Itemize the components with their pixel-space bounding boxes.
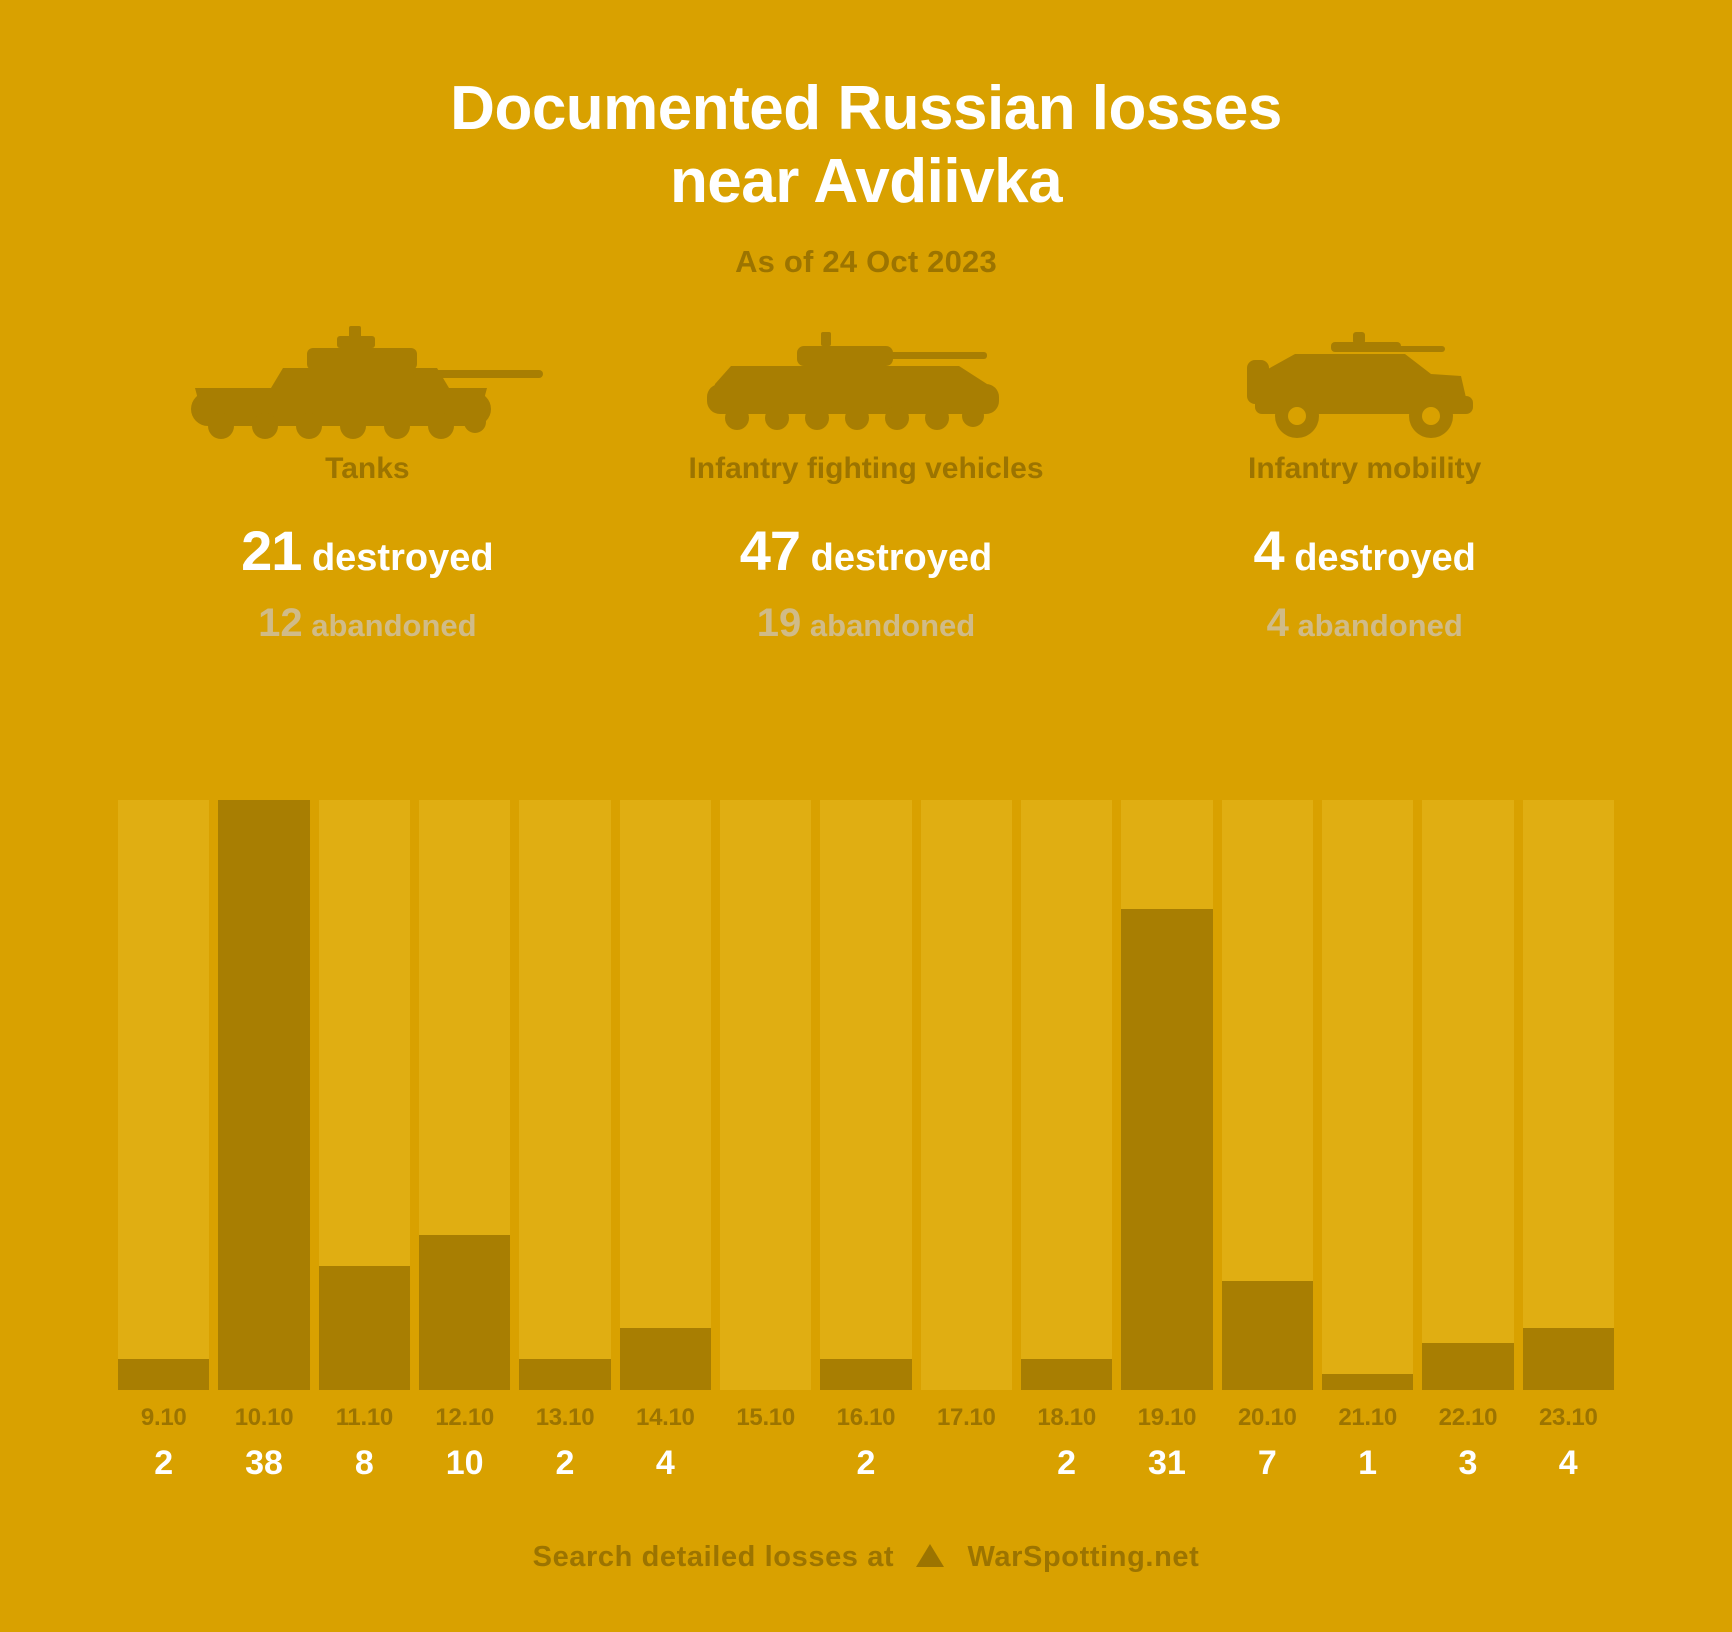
destroyed-count: 4 [1253,519,1284,583]
axis-date-label: 18.10 [1037,1404,1096,1431]
category-label: Tanks [325,452,410,486]
bar-fill [1422,1343,1513,1390]
infantry-mobility-vehicle-icon [1115,322,1614,442]
bar-column [319,800,410,1390]
axis-cell [1222,1404,1313,1483]
page-title [266,72,1466,218]
bar-fill [1021,1359,1112,1390]
bar-fill [218,800,309,1390]
bar-column [1222,800,1313,1390]
bar-fill [1121,909,1212,1390]
axis-cell [1121,1404,1212,1483]
axis-cell [118,1404,209,1483]
category-label: Infantry fighting vehicles [688,452,1044,486]
bar-fill [519,1359,610,1390]
destroyed-stat [617,518,1116,583]
bar-column [1322,800,1413,1390]
bar-column [820,800,911,1390]
axis-date-label: 13.10 [535,1404,595,1431]
axis-value-label: 1 [1358,1444,1378,1482]
destroyed-label: destroyed [1294,537,1476,580]
destroyed-stat [118,518,617,583]
axis-value-label: 2 [154,1444,174,1482]
axis-cell [720,1404,811,1483]
tank-icon [118,322,617,442]
destroyed-label: destroyed [311,537,494,580]
axis-date-label: 20.10 [1237,1404,1297,1431]
axis-cell [519,1404,610,1483]
bar-column [1422,800,1513,1390]
destroyed-stat [1115,518,1614,583]
axis-cell [1523,1404,1614,1483]
category-label: Infantry mobility [1248,452,1482,486]
axis-cell [419,1404,510,1483]
daily-losses-bar-chart [118,800,1614,1482]
axis-date-label: 14.10 [636,1404,695,1431]
bar-fill [118,1359,209,1390]
axis-cell [218,1404,309,1483]
bar-column [1121,800,1212,1390]
footer-text: Search detailed losses at [532,1541,895,1573]
axis-value-label: 2 [1057,1444,1077,1482]
axis-cell [1322,1404,1413,1483]
axis-date-label: 10.10 [234,1404,294,1431]
destroyed-label: destroyed [810,537,993,580]
abandoned-count: 12 [258,601,303,646]
bar-fill [620,1328,711,1390]
axis-date-label: 16.10 [836,1404,896,1431]
bar-column [419,800,510,1390]
abandoned-label: abandoned [1297,608,1463,644]
axis-cell [319,1404,410,1483]
bar-column [118,800,209,1390]
axis-date-label: 19.10 [1137,1404,1197,1431]
category-infantry-mobility [1115,322,1614,646]
axis-value-label: 31 [1148,1444,1186,1482]
axis-date-label: 21.10 [1338,1404,1397,1431]
abandoned-stat [617,601,1116,646]
bar-fill [1322,1374,1413,1390]
axis-value-label: 2 [555,1444,575,1482]
bar-column [620,800,711,1390]
axis-value-label: 4 [1558,1444,1578,1482]
footer [0,1541,1732,1576]
axis-value-label: 2 [856,1444,876,1482]
axis-cell [620,1404,711,1483]
subtitle-as-of-date: As of 24 Oct 2023 [735,244,997,280]
axis-value-label: 38 [245,1444,283,1482]
title-line-2: near Avdiivka [669,147,1063,217]
bar-column [218,800,309,1390]
bar-fill [1523,1328,1614,1390]
axis-value-label: 10 [445,1444,484,1482]
axis-value-label: 4 [655,1444,675,1482]
triangle-icon [915,1542,945,1576]
axis-date-label: 17.10 [937,1404,996,1431]
destroyed-count: 47 [739,519,801,583]
axis-cell [820,1404,911,1483]
abandoned-count: 4 [1266,601,1289,646]
bar-fill [820,1359,911,1390]
axis-cell [921,1404,1012,1483]
axis-date-label: 23.10 [1538,1404,1598,1431]
axis-date-label: 11.10 [335,1404,393,1431]
ifv-icon [617,322,1116,442]
bar-fill [1222,1281,1313,1390]
axis-date-label: 9.10 [140,1404,187,1431]
x-axis-labels [118,1404,1614,1483]
bar-column [720,800,811,1390]
axis-cell [1422,1404,1513,1483]
category-infantry-fighting-vehicles [617,322,1116,646]
axis-cell [1021,1404,1112,1483]
axis-date-label: 15.10 [736,1404,795,1431]
abandoned-stat [1115,601,1614,646]
header [0,0,1732,280]
category-tanks [118,322,617,646]
abandoned-stat [118,601,617,646]
bar-column [1523,800,1614,1390]
abandoned-label: abandoned [311,608,477,644]
title-line-1: Documented Russian losses [450,74,1282,143]
axis-date-label: 22.10 [1438,1404,1498,1431]
axis-value-label: 8 [354,1444,374,1482]
bar-column [1021,800,1112,1390]
bar-column [519,800,610,1390]
bar-fill [319,1266,410,1390]
category-summary-row [118,322,1614,646]
bar-fill [419,1235,510,1390]
axis-date-label: 12.10 [435,1404,494,1431]
destroyed-count: 21 [241,519,302,583]
abandoned-count: 19 [756,601,802,646]
axis-value-label: 7 [1257,1444,1277,1482]
warspotting-link[interactable]: WarSpotting.net [967,1541,1200,1573]
bar-columns [118,800,1614,1390]
bar-column [921,800,1012,1390]
axis-value-label: 3 [1458,1444,1478,1482]
abandoned-label: abandoned [809,608,976,644]
